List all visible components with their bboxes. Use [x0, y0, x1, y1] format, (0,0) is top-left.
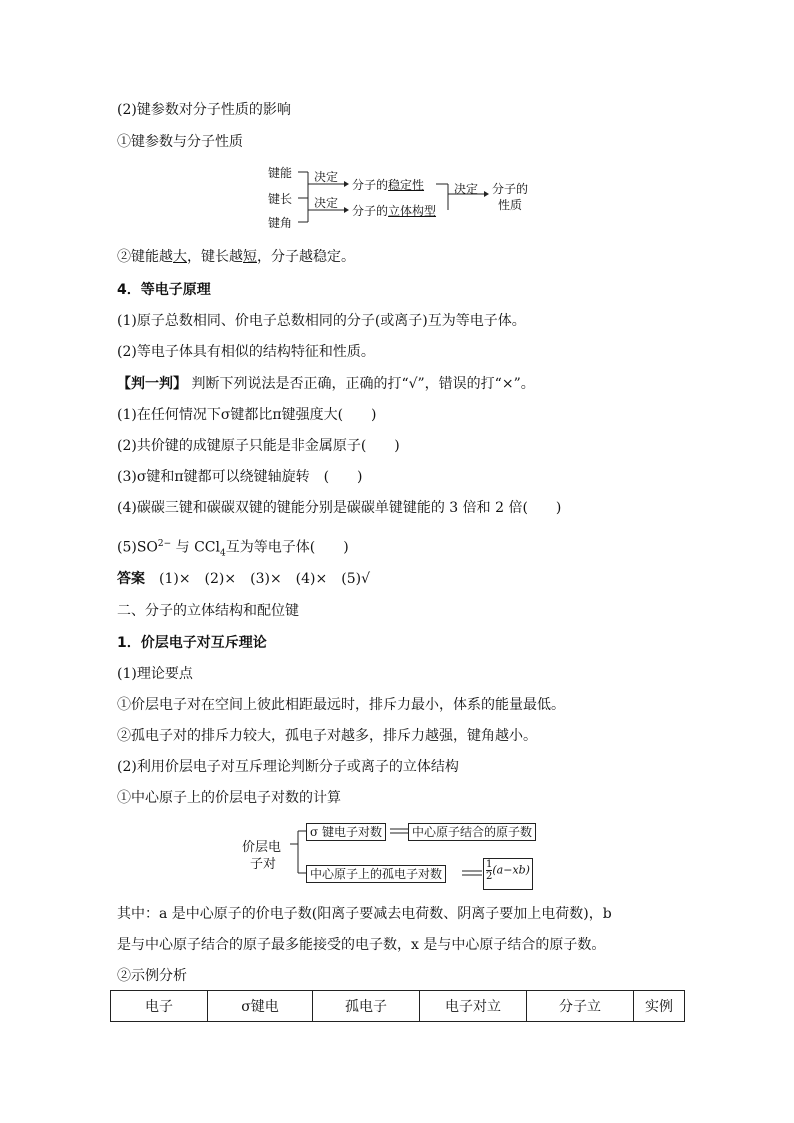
note-line-2: 是与中心原子结合的原子最多能接受的电子数，x 是与中心原子结合的原子数。: [117, 937, 606, 953]
isoelectronic-rule-1: (1)原子总数相同、价电子总数相同的分子(或离子)互为等电子体。: [117, 313, 526, 329]
table-header-cell: 电子对立: [420, 991, 527, 1022]
isoelectronic-heading: 4．等电子原理: [117, 282, 211, 298]
lone-pair-box: 中心原子上的孤电子对数: [306, 865, 446, 883]
stability-label: 分子的稳定性: [352, 178, 425, 192]
example-heading: ②示例分析: [117, 968, 187, 984]
question-2: (2)共价键的成键原子只能是非金属原子( ): [117, 438, 400, 454]
line-bond-params: ①键参数与分子性质: [117, 134, 243, 150]
structure-judgment: (2)利用价层电子对互斥理论判断分子或离子的立体结构: [117, 759, 459, 775]
table-header-row: [111, 991, 685, 1022]
pair-label-2: 子对: [250, 857, 277, 872]
point-2: ②孤电子对的排斥力较大，孤电子对越多，排斥力越强，键角越小。: [117, 728, 537, 744]
bond-angle-label: 键角: [268, 216, 293, 230]
table-header-cell: σ键电: [208, 991, 313, 1022]
electron-pair-diagram: [240, 818, 540, 890]
vsepr-heading: 1．价层电子对互斥理论: [117, 635, 267, 651]
answer-line: 答案 (1)× (2)× (3)× (4)× (5)√: [117, 571, 370, 587]
question-4: (4)碳碳三键和碳碳双键的键能分别是碳碳单键键能的 3 倍和 2 倍( ): [117, 500, 562, 516]
table-header-cell: 电子: [111, 991, 208, 1022]
bond-length-label: 键长: [268, 192, 293, 206]
line-2-title: (2)键参数对分子性质的影响: [117, 102, 291, 118]
question-3: (3)σ键和π键都可以绕键轴旋转 ( ): [117, 469, 363, 485]
determine-label-3: 决定: [454, 182, 479, 196]
theory-points: (1)理论要点: [117, 666, 193, 682]
table-header-cell: 实例: [634, 991, 685, 1022]
bond-energy-label: 键能: [268, 166, 293, 180]
section-2-title: 二、分子的立体结构和配位键: [117, 603, 299, 619]
determine-label-2: 决定: [314, 196, 339, 210]
property-label-2: 性质: [498, 198, 523, 212]
point-1: ①价层电子对在空间上彼此相距最远时，排斥力最小，体系的能量最低。: [117, 697, 565, 713]
pair-count-heading: ①中心原子上的价层电子对数的计算: [117, 790, 341, 806]
line-stability-rule: ②键能越大，键长越短，分子越稳定。: [117, 249, 355, 265]
formula-box: $\frac{1}{2}$ (a−xb): [483, 858, 533, 890]
bond-parameter-diagram: [268, 162, 538, 234]
note-line-1: 其中：a 是中心原子的价电子数(阳离子要减去电荷数、阴离子要加上电荷数)，b: [117, 906, 612, 922]
determine-label-1: 决定: [314, 170, 339, 184]
property-label-1: 分子的: [492, 182, 529, 196]
table-header-cell: 分子立: [527, 991, 634, 1022]
judge-instruction: 【判一判】 判断下列说法是否正确，正确的打“√”，错误的打“×”。: [117, 376, 535, 392]
table-header-cell: 孤电子: [313, 991, 420, 1022]
example-table: [110, 990, 685, 1022]
sigma-pair-box: σ 键电子对数: [306, 823, 386, 841]
pair-label-1: 价层电: [242, 840, 282, 855]
bonded-atom-box: 中心原子结合的原子数: [408, 823, 536, 841]
isoelectronic-rule-2: (2)等电子体具有相似的结构特征和性质。: [117, 344, 375, 360]
structure-label: 分子的立体构型: [352, 204, 437, 218]
question-1: (1)在任何情况下σ键都比π键强度大( ): [117, 407, 377, 423]
question-5: $(5)SO^{2-}$ 与 CCl$_4$互为等电子体( ): [117, 539, 349, 559]
